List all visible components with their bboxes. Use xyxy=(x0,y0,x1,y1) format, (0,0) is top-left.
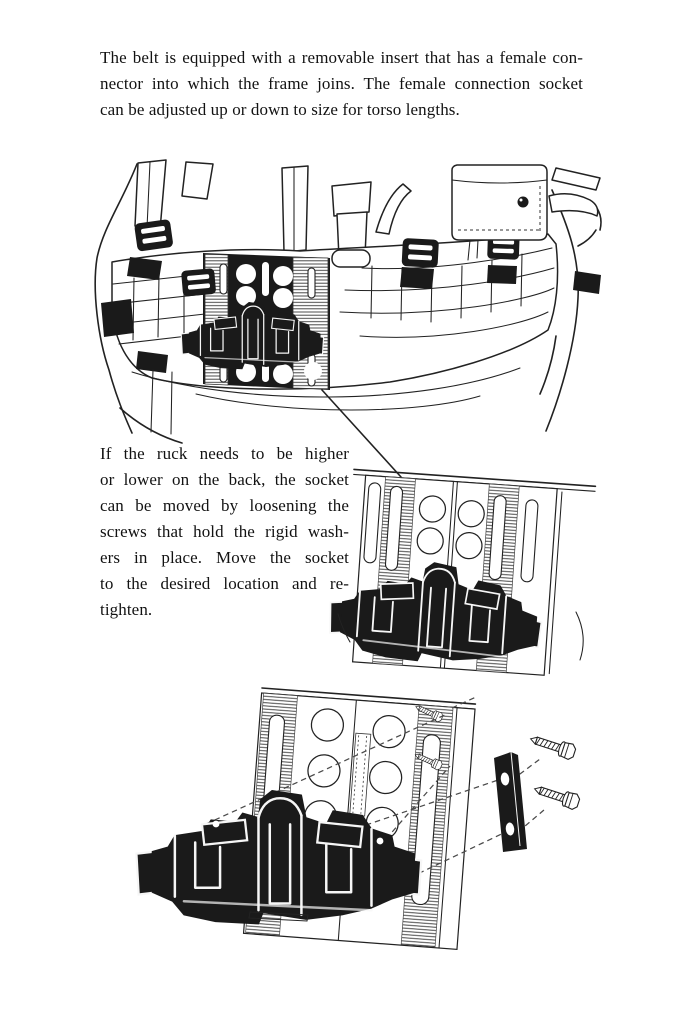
socket-screw-hole xyxy=(377,838,384,845)
text-line: can be moved by loosening the xyxy=(100,496,349,515)
screw xyxy=(528,731,577,760)
text-line: If the ruck needs to be higher xyxy=(100,444,349,463)
strap-loop xyxy=(332,250,370,267)
socket-detail-figure xyxy=(327,468,596,677)
text-line: ers in place. Move the socket xyxy=(100,548,349,567)
text-line: screws that hold the rigid wash- xyxy=(100,522,349,541)
text-line: can be adjusted up or down to size for torso lengths. xyxy=(100,100,460,119)
socket-screw-hole xyxy=(213,821,220,828)
screw xyxy=(532,781,581,810)
rigid-washer xyxy=(494,752,527,852)
snap-button xyxy=(518,197,529,208)
text-line: tighten. xyxy=(100,600,153,619)
leader-line xyxy=(322,390,401,477)
text-line: nector into which the frame joins. The female connection socket xyxy=(100,74,583,93)
text-line: to the desired location and re- xyxy=(100,574,349,593)
belt-figure xyxy=(95,160,601,443)
exploded-view-figure xyxy=(136,688,580,949)
text-line: or lower on the back, the socket xyxy=(100,470,349,489)
text-line: The belt is equipped with a removable insert that has a female con- xyxy=(100,48,583,67)
